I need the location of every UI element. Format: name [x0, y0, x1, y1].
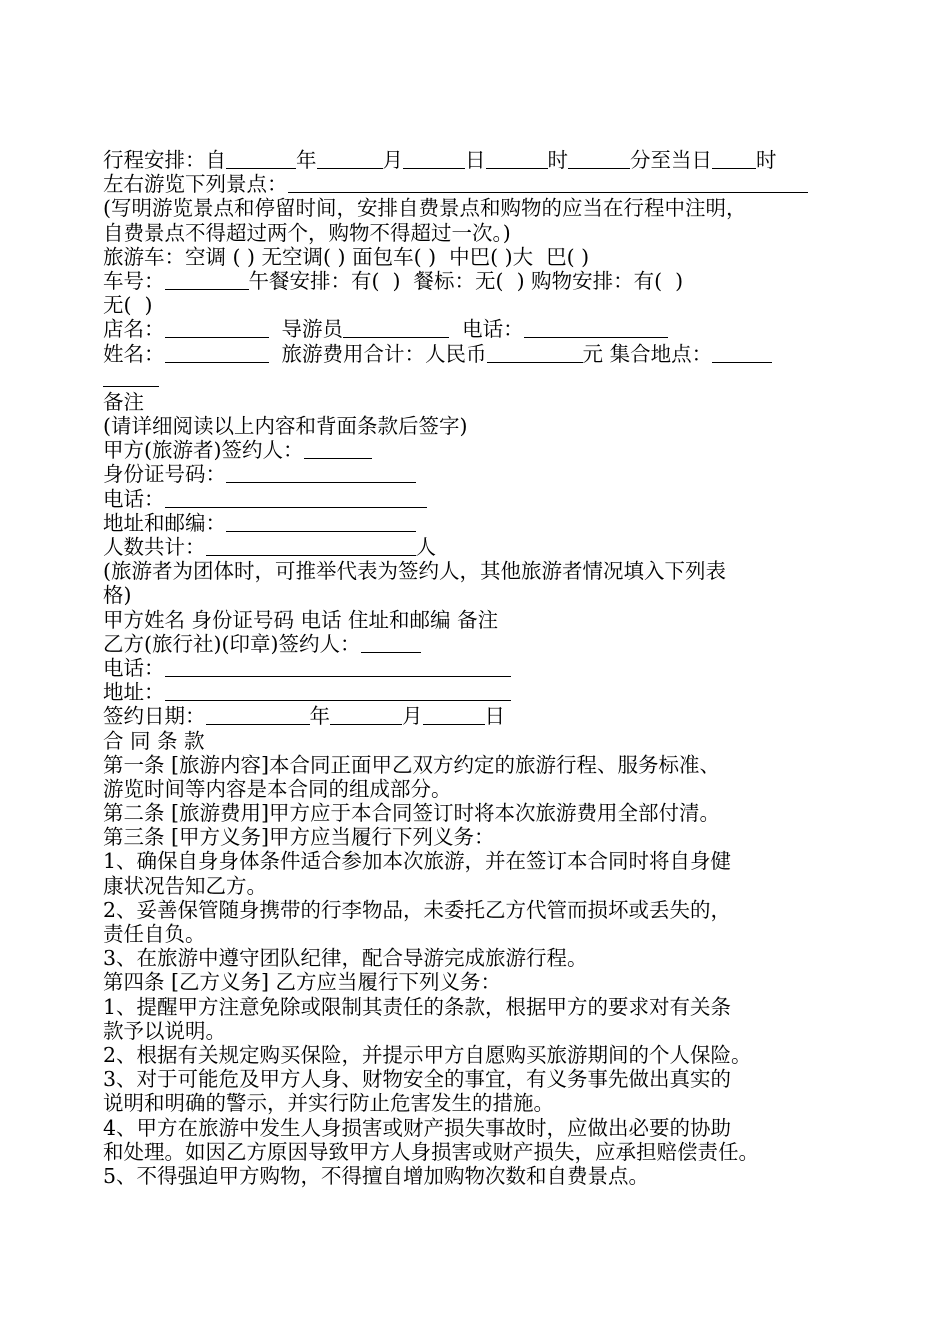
party-b-phone-line [103, 656, 855, 680]
blank-field[interactable] [304, 438, 372, 459]
day-label: 日 [484, 704, 505, 729]
id-label: 身份证号码： [103, 462, 226, 487]
plate-label: 车号： [103, 268, 165, 293]
itinerary-line [103, 148, 855, 172]
month-label: 月 [382, 148, 403, 172]
terms-line: 责任自负。 [103, 922, 206, 946]
remarks-heading: 备注 [103, 389, 144, 414]
terms-line: 款予以说明。 [103, 1018, 226, 1043]
name-line [103, 342, 855, 366]
day-label: 日 [465, 148, 486, 172]
itinerary-note: (写明游览景点和停留时间，安排自费景点和购物的应当在行程中注明， [103, 196, 747, 221]
fee-unit: 元 [582, 341, 604, 366]
terms-line: 和处理。如因乙方原因导致甲方人身损害或财产损失，应承担赔偿责任。 [103, 1139, 759, 1164]
blank-field[interactable] [206, 535, 416, 556]
address-label: 地址： [103, 680, 165, 705]
party-a-address-line [103, 511, 855, 535]
itinerary-note: 自费景点不得超过两个，购物不得超过一次。) [103, 220, 511, 245]
blank-field[interactable] [712, 342, 772, 363]
none-line: 无( ) [103, 293, 153, 318]
id-line [103, 462, 855, 486]
count-label: 人数共计： [103, 535, 206, 559]
terms-line: 第二条 [旅游费用]甲方应于本合同签订时将本次旅游费用全部付清。 [103, 801, 721, 826]
blank-field[interactable] [226, 148, 296, 169]
shop-label: 店名： [103, 317, 165, 342]
blank-field[interactable] [486, 148, 548, 169]
phone-label: 电话： [103, 655, 165, 680]
year-label: 年 [296, 148, 317, 172]
terms-line: 第一条 [旅游内容]本合同正面甲乙双方约定的旅游行程、服务标准、 [103, 752, 721, 777]
blank-field[interactable] [165, 680, 511, 701]
sights-label: 左右游览下列景点： [103, 172, 288, 197]
terms-heading: 合 同 条 款 [103, 728, 205, 753]
terms-line: 第三条 [甲方义务]甲方应当履行下列义务： [103, 825, 495, 850]
count-unit: 人 [415, 535, 436, 559]
vehicle-line: 旅游车：空调 ( ) 无空调( ) 面包车( ) 中巴( )大 巴( ) [103, 244, 590, 269]
terms-line: 说明和明确的警示，并实行防止危害发生的措施。 [103, 1091, 554, 1116]
party-b-signer-line [103, 632, 855, 656]
terms-line: 2、根据有关规定购买保险，并提示甲方自愿购买旅游期间的个人保险。 [103, 1042, 752, 1067]
itinerary-label: 行程安排：自 [103, 148, 226, 172]
blank-field[interactable] [361, 632, 421, 653]
terms-line: 1、确保自身身体条件适合参加本次旅游，并在签订本合同时将自身健 [103, 849, 732, 874]
party-a-phone-line [103, 487, 855, 511]
blank-field[interactable] [226, 462, 416, 483]
guide-label: 导游员 [281, 317, 344, 342]
blank-field[interactable] [403, 148, 465, 169]
terms-line: 3、对于可能危及甲方人身、财物安全的事宜，有义务事先做出真实的 [103, 1067, 732, 1092]
lunch-label: 午餐安排：有( ) 餐标：无( ) 购物安排：有( ) [248, 268, 684, 293]
blank-field[interactable] [165, 317, 269, 338]
blank-field[interactable] [288, 172, 808, 193]
blank-field[interactable] [165, 487, 427, 508]
instruction-text: (请详细阅读以上内容和背面条款后签字) [103, 414, 468, 439]
terms-line: 4、甲方在旅游中发生人身损害或财产损失事故时，应做出必要的协助 [103, 1115, 732, 1140]
month-label: 月 [402, 704, 423, 729]
terms-line: 5、不得强迫甲方购物，不得擅自增加购物次数和自费景点。 [103, 1163, 650, 1188]
year-label: 年 [309, 704, 330, 729]
terms-line: 1、提醒甲方注意免除或限制其责任的条款，根据甲方的要求对有关条 [103, 994, 732, 1019]
sign-date-line [103, 704, 855, 728]
phone-label: 电话： [103, 486, 165, 511]
party-a-signer-line [103, 438, 855, 462]
blank-field[interactable] [423, 704, 485, 725]
blank-field[interactable] [568, 148, 630, 169]
blank-field[interactable] [317, 148, 383, 169]
hour-label: 时 [547, 148, 568, 172]
fee-label: 旅游费用合计：人民币 [281, 341, 487, 366]
table-header: 甲方姓名 身份证号码 电话 住址和邮编 备注 [103, 607, 499, 632]
group-note: 格) [103, 583, 132, 608]
terms-line: 康状况告知乙方。 [103, 873, 267, 898]
wrap-line [103, 366, 855, 390]
blank-field[interactable] [206, 704, 310, 725]
name-label: 姓名： [103, 341, 165, 366]
terms-line: 3、在旅游中遵守团队纪律，配合导游完成旅游行程。 [103, 946, 588, 971]
sights-line [103, 172, 855, 196]
phone-label: 电话： [462, 317, 524, 342]
blank-field[interactable] [343, 317, 449, 338]
blank-field[interactable] [165, 342, 269, 363]
meet-label: 集合地点： [609, 341, 713, 366]
sign-date-label: 签约日期： [103, 704, 206, 729]
blank-field[interactable] [165, 269, 249, 290]
contract-document [103, 148, 855, 1188]
shop-line [103, 317, 855, 341]
minute-label: 分至当日 [630, 148, 712, 172]
blank-field[interactable] [712, 148, 756, 169]
address-label: 地址和邮编： [103, 510, 226, 535]
hour-label: 时 [756, 148, 777, 172]
blank-field[interactable] [226, 511, 416, 532]
blank-field[interactable] [487, 342, 583, 363]
terms-line: 2、妥善保管随身携带的行李物品，未委托乙方代管而损坏或丢失的， [103, 897, 732, 922]
group-note: (旅游者为团体时，可推举代表为签约人，其他旅游者情况填入下列表 [103, 559, 726, 584]
terms-line: 游览时间等内容是本合同的组成部分。 [103, 776, 452, 801]
count-line [103, 535, 855, 559]
blank-field[interactable] [330, 704, 402, 725]
blank-field[interactable] [103, 366, 159, 387]
party-a-signer-label: 甲方(旅游者)签约人： [103, 438, 304, 463]
party-b-address-line [103, 680, 855, 704]
plate-line [103, 269, 855, 293]
terms-line: 第四条 [乙方义务] 乙方应当履行下列义务： [103, 970, 502, 995]
blank-field[interactable] [165, 656, 511, 677]
blank-field[interactable] [524, 317, 668, 338]
party-b-signer-label: 乙方(旅行社)(印章)签约人： [103, 631, 361, 656]
